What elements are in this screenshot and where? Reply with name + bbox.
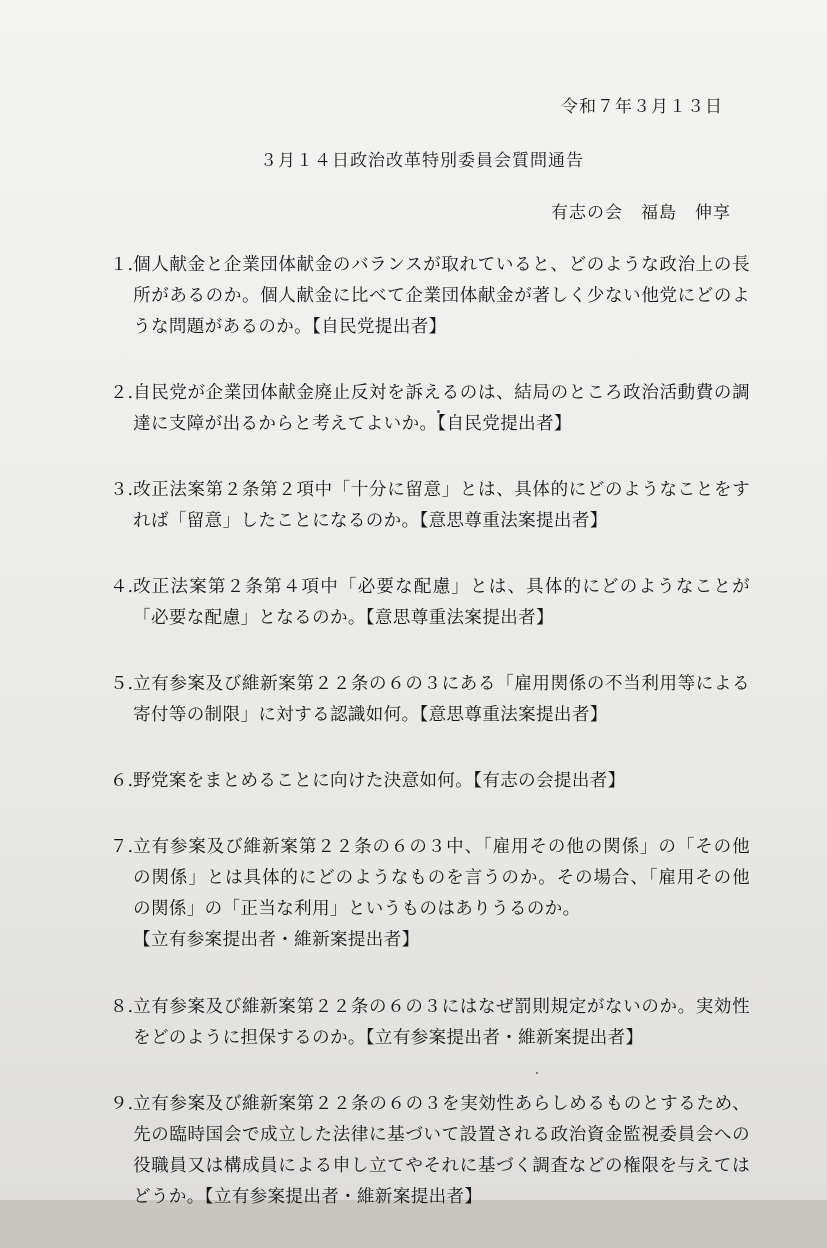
question-number: １.	[110, 255, 134, 275]
paper-speck	[437, 410, 440, 413]
document-title: ３月１４日政治改革特別委員会質問通告	[260, 151, 584, 171]
question-number: ７.	[110, 837, 134, 857]
question-text: 改正法案第２条第２項中「十分に留意」とは、具体的にどのようなことをすれば「留意」したことになるのか。【意思尊重法案提出者】	[133, 480, 750, 531]
question-number: ６.	[110, 771, 134, 791]
question-item-2	[110, 378, 750, 440]
question-text: 立有参案及び維新案第２２条の６の３中、「雇用その他の関係」の「その他の関係」とは具体的にどのようなものを言うのか。その場合、「雇用その他の関係」の「正当な利用」というものはありうるのか。 【立有参案提出者・維新案提出者】	[133, 837, 750, 950]
question-text: 野党案をまとめることに向けた決意如何。【有志の会提出者】	[133, 771, 626, 791]
question-number: ８.	[110, 997, 134, 1017]
question-text: 個人献金と企業団体献金のバランスが取れていると、どのような政治上の長所があるのか。個人献金に比べて企業団体献金が著しく少ない他党にどのような問題があるのか。【自民党提出者】	[133, 255, 750, 337]
question-text: 改正法案第２条第４項中「必要な配慮」とは、具体的にどのようなことが「必要な配慮」となるのか。【意思尊重法案提出者】	[133, 577, 750, 628]
question-text: 立有参案及び維新案第２２条の６の３にはなぜ罰則規定がないのか。実効性をどのように担保するのか。【立有参案提出者・維新案提出者】	[133, 997, 750, 1048]
question-item-7	[110, 832, 750, 956]
question-list	[110, 250, 750, 1248]
question-item-5	[110, 669, 750, 731]
question-number: ２.	[110, 383, 134, 403]
question-number: ４.	[110, 577, 134, 597]
question-item-1	[110, 250, 750, 343]
question-text: 立有参案及び維新案第２２条の６の３にある「雇用関係の不当利用等による寄付等の制限」に対する認識如何。【意思尊重法案提出者】	[133, 674, 750, 725]
question-text: 自民党が企業団体献金廃止反対を訴えるのは、結局のところ政治活動費の調達に支障が出るからと考えてよいか。【自民党提出者】	[133, 383, 750, 434]
question-number: ５.	[110, 674, 134, 694]
question-item-6	[110, 766, 750, 797]
document-author: 有志の会 福島 伸享	[551, 203, 731, 223]
question-item-9	[110, 1089, 750, 1213]
question-text: 立有参案及び維新案第２２条の６の３を実効性あらしめるものとするため、先の臨時国会で成立した法律に基づいて設置される政治資金監視委員会への役職員又は構成員による申し立てやそれに基づく調査などの権限を与えてはどうか。【立有参案提出者・維新案提出者】	[133, 1094, 750, 1207]
question-number: ３.	[110, 480, 134, 500]
document-date: 令和７年３月１３日	[561, 97, 723, 117]
question-item-4	[110, 572, 750, 634]
question-item-3	[110, 475, 750, 537]
question-item-8	[110, 992, 750, 1054]
question-number: ９.	[110, 1094, 134, 1114]
paper-speck	[536, 1072, 538, 1074]
